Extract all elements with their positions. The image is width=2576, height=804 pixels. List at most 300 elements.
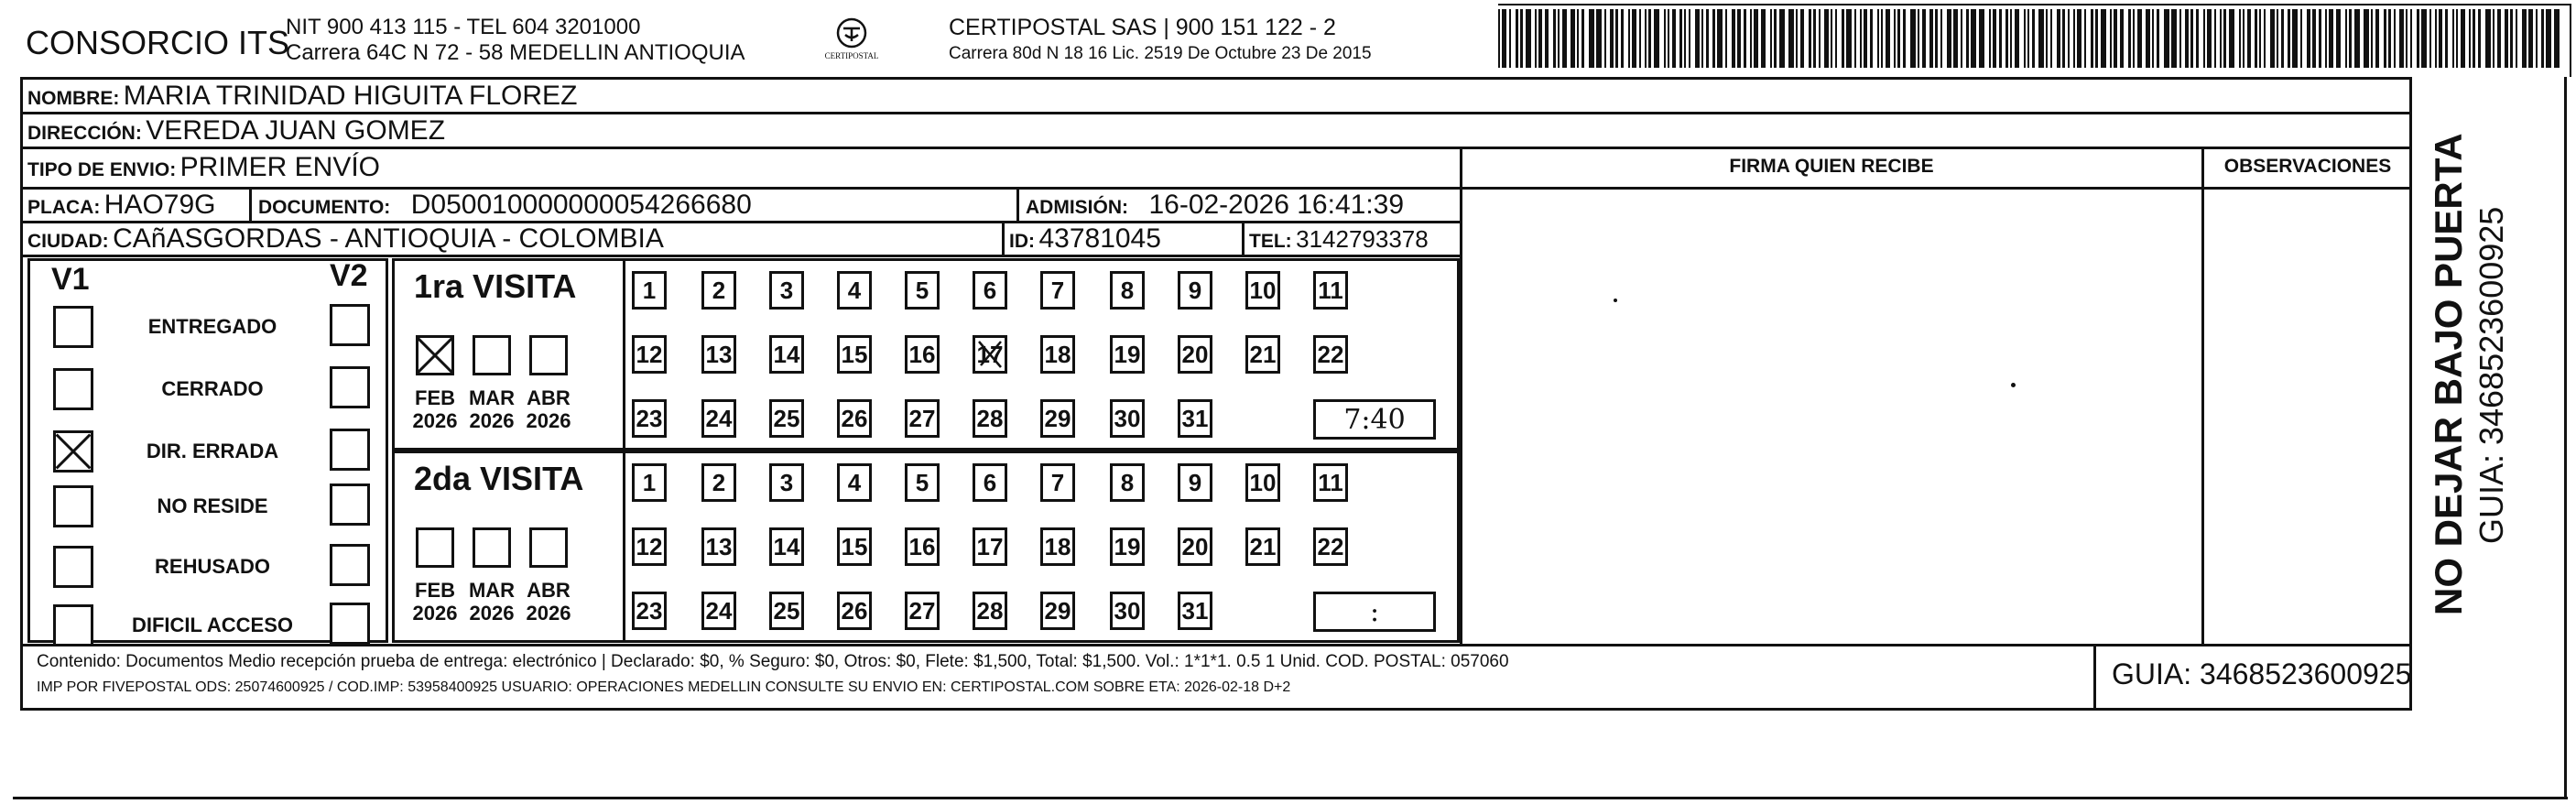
v1-checkbox[interactable] bbox=[53, 546, 93, 588]
day-box[interactable]: 10 bbox=[1245, 463, 1280, 502]
day-box[interactable]: 24 bbox=[701, 592, 736, 630]
barcode-bar bbox=[1774, 9, 1777, 68]
barcode-bar bbox=[2319, 9, 2321, 68]
barcode-bar bbox=[1881, 9, 1883, 68]
day-box[interactable]: 5 bbox=[905, 271, 940, 310]
barcode-bar bbox=[1596, 9, 1602, 68]
barcode-bar bbox=[1725, 9, 1727, 68]
barcode-bar bbox=[2312, 9, 2316, 68]
barcode-bar bbox=[2461, 9, 2465, 68]
month-label bbox=[460, 386, 524, 432]
day-box[interactable]: 20 bbox=[1178, 335, 1212, 374]
v2-checkbox[interactable] bbox=[330, 544, 370, 586]
month-year: 2026 bbox=[526, 409, 571, 432]
barcode-bar bbox=[2010, 9, 2012, 68]
month-checkbox[interactable] bbox=[473, 335, 511, 375]
barcode-bar bbox=[2196, 9, 2199, 68]
visit-title: 2da VISITA bbox=[414, 460, 584, 497]
barcode-bar bbox=[1864, 9, 1867, 68]
barcode-bar bbox=[2084, 9, 2086, 68]
status-label: CERRADO bbox=[161, 377, 264, 400]
v2-checkbox[interactable] bbox=[330, 603, 370, 645]
barcode-bar bbox=[1770, 9, 1772, 68]
day-box[interactable]: 17 bbox=[973, 527, 1007, 566]
barcode-bar bbox=[1668, 9, 1669, 68]
signature-mark bbox=[1614, 299, 1617, 302]
barcode-bar bbox=[2027, 9, 2029, 68]
barcode-bar bbox=[1545, 9, 1549, 68]
barcode-bar bbox=[2146, 9, 2150, 68]
barcode-bar bbox=[2325, 9, 2327, 68]
barcode-bar bbox=[2133, 9, 2135, 68]
day-box[interactable]: 26 bbox=[837, 592, 872, 630]
day-box[interactable]: 21 bbox=[1245, 527, 1280, 566]
month-year: 2026 bbox=[412, 409, 458, 432]
barcode-bar bbox=[1571, 9, 1575, 68]
day-box[interactable]: 4 bbox=[837, 463, 872, 502]
day-box[interactable]: 28 bbox=[973, 592, 1007, 630]
barcode-bar bbox=[2345, 9, 2347, 68]
admision-label: ADMISIÓN: bbox=[1026, 197, 1128, 218]
day-box[interactable]: 10 bbox=[1245, 271, 1280, 310]
barcode-bar bbox=[1796, 9, 1798, 68]
status-label: NO RESIDE bbox=[157, 494, 268, 517]
day-box[interactable]: 19 bbox=[1110, 527, 1145, 566]
day-box[interactable]: 7 bbox=[1040, 271, 1075, 310]
barcode-bar bbox=[2522, 9, 2527, 68]
cross-mark-icon bbox=[975, 338, 1005, 371]
barcode-bar bbox=[1516, 9, 1518, 68]
id-label: ID: bbox=[1009, 231, 1035, 252]
day-box[interactable]: 15 bbox=[837, 335, 872, 374]
barcode-bar bbox=[2120, 9, 2124, 68]
barcode-bar bbox=[1679, 9, 1682, 68]
barcode-bar bbox=[2439, 9, 2442, 68]
barcode-bar bbox=[1754, 9, 1758, 68]
month-year: 2026 bbox=[412, 602, 458, 625]
barcode-bar bbox=[2497, 9, 2501, 68]
barcode-bar bbox=[1589, 9, 1594, 68]
barcode-bar bbox=[2469, 9, 2471, 68]
barcode-bar bbox=[1886, 9, 1890, 68]
barcode-bar bbox=[1779, 9, 1785, 68]
barcode-bar bbox=[2399, 9, 2404, 68]
barcode-bar bbox=[2536, 9, 2538, 68]
month-name: FEB bbox=[415, 386, 455, 409]
signature-mark bbox=[2011, 383, 2016, 387]
id-value: 43781045 bbox=[1038, 223, 1161, 254]
day-box[interactable]: 14 bbox=[769, 527, 804, 566]
v2-checkbox[interactable] bbox=[330, 483, 370, 526]
day-box[interactable]: 24 bbox=[701, 399, 736, 438]
barcode-bar bbox=[1989, 9, 1991, 68]
month-checkbox[interactable] bbox=[473, 527, 511, 568]
tipo-label: TIPO DE ENVIO: bbox=[27, 159, 177, 180]
barcode-bar bbox=[1961, 9, 1962, 68]
ciudad-row bbox=[27, 223, 664, 255]
barcode-bar bbox=[1621, 9, 1624, 68]
month-name: MAR bbox=[468, 579, 516, 602]
day-box[interactable]: 8 bbox=[1110, 463, 1145, 502]
barcode-bar bbox=[1577, 9, 1579, 68]
placa-value: HAO79G bbox=[103, 190, 216, 220]
month-name: ABR bbox=[527, 579, 571, 602]
month-label bbox=[403, 579, 467, 625]
barcode-bar bbox=[2429, 9, 2431, 68]
day-box[interactable]: 5 bbox=[905, 463, 940, 502]
v1-checkbox[interactable] bbox=[53, 485, 93, 527]
month-checkbox[interactable] bbox=[529, 335, 568, 375]
barcode bbox=[1498, 9, 2566, 68]
tipo-value: PRIMER ENVÍO bbox=[179, 152, 381, 182]
courier-name: CERTIPOSTAL SAS | 900 151 122 - 2 bbox=[949, 15, 1336, 40]
month-name: MAR bbox=[468, 386, 516, 409]
contenido-text: Contenido: Documentos Medio recepción prueba de entrega: electrónico | Declarado: $0, % Seguro: $0, Otros: $0, Flete: $1,500, Total: $1,500. Vol.: 1*1*1. 0.5 1 Unid. COD. POSTAL: 057060 bbox=[37, 652, 1509, 671]
barcode-bar bbox=[2032, 9, 2035, 68]
barcode-bar bbox=[2179, 9, 2181, 68]
direccion-row bbox=[27, 115, 445, 147]
barcode-bar bbox=[2015, 9, 2019, 68]
month-label bbox=[460, 579, 524, 625]
day-box[interactable]: 2 bbox=[701, 463, 736, 502]
barcode-bar bbox=[1877, 9, 1879, 68]
day-box[interactable]: 22 bbox=[1313, 527, 1348, 566]
company-name: CONSORCIO ITS bbox=[26, 24, 290, 61]
barcode-bar bbox=[2292, 9, 2298, 68]
status-label: DIFICIL ACCESO bbox=[131, 614, 293, 636]
tel-row bbox=[1249, 225, 1429, 254]
day-box[interactable]: 13 bbox=[701, 335, 736, 374]
barcode-bar bbox=[2307, 9, 2310, 68]
nombre-label: NOMBRE: bbox=[27, 88, 120, 109]
status-label: DIR. ERRADA bbox=[146, 440, 279, 462]
barcode-bar bbox=[2478, 9, 2481, 68]
day-box[interactable]: 18 bbox=[1040, 335, 1075, 374]
month-year: 2026 bbox=[526, 602, 571, 625]
barcode-bar bbox=[1999, 9, 2002, 68]
barcode-bar bbox=[2185, 9, 2189, 68]
barcode-bar bbox=[1918, 9, 1919, 68]
barcode-bar bbox=[1819, 9, 1821, 68]
barcode-bar bbox=[2300, 9, 2302, 68]
barcode-bar bbox=[2493, 9, 2494, 68]
barcode-bar bbox=[1701, 9, 1703, 68]
day-box[interactable]: 26 bbox=[837, 399, 872, 438]
day-box[interactable]: 7 bbox=[1040, 463, 1075, 502]
barcode-bar bbox=[2101, 9, 2106, 68]
placa-label: PLACA: bbox=[27, 197, 101, 218]
day-box[interactable]: 23 bbox=[632, 592, 667, 630]
barcode-bar bbox=[2050, 9, 2052, 68]
barcode-bar bbox=[1684, 9, 1686, 68]
barcode-bar bbox=[2270, 9, 2275, 68]
barcode-bar bbox=[1498, 9, 1500, 68]
barcode-bar bbox=[2024, 9, 2026, 68]
day-box[interactable]: 31 bbox=[1178, 399, 1212, 438]
day-box[interactable]: 27 bbox=[905, 399, 940, 438]
barcode-bar bbox=[1604, 9, 1606, 68]
side-guia: GUIA: 3468523600925 bbox=[2473, 206, 2510, 544]
barcode-bar bbox=[2091, 9, 2093, 68]
admision-value: 16-02-2026 16:41:39 bbox=[1148, 190, 1405, 220]
day-box[interactable]: 12 bbox=[632, 527, 667, 566]
barcode-bar bbox=[1695, 9, 1700, 68]
documento-label: DOCUMENTO: bbox=[258, 197, 391, 218]
barcode-bar bbox=[2421, 9, 2427, 68]
guia-footer: GUIA: 3468523600925 bbox=[2112, 657, 2412, 690]
time-box[interactable]: 7:40 bbox=[1313, 399, 1436, 440]
v1-label: V1 bbox=[51, 262, 90, 297]
barcode-bar bbox=[1846, 9, 1852, 68]
day-box[interactable]: 11 bbox=[1313, 271, 1348, 310]
barcode-bar bbox=[1813, 9, 1816, 68]
barcode-bar bbox=[2229, 9, 2234, 68]
barcode-bar bbox=[1717, 9, 1723, 68]
day-box[interactable]: 6 bbox=[973, 271, 1007, 310]
day-box[interactable]: 28 bbox=[973, 399, 1007, 438]
barcode-bar bbox=[1520, 9, 1523, 68]
day-box[interactable]: 3 bbox=[769, 271, 804, 310]
day-box[interactable]: 16 bbox=[905, 335, 940, 374]
certipostal-logo bbox=[824, 16, 879, 66]
v2-checkbox[interactable] bbox=[330, 304, 370, 346]
placa-row bbox=[27, 190, 216, 221]
barcode-bar bbox=[2164, 9, 2169, 68]
barcode-bar bbox=[1940, 9, 1942, 68]
barcode-bar bbox=[2073, 9, 2075, 68]
barcode-bar bbox=[2541, 9, 2544, 68]
day-box[interactable]: 29 bbox=[1040, 592, 1075, 630]
month-year: 2026 bbox=[469, 602, 515, 625]
barcode-bar bbox=[2220, 9, 2222, 68]
day-box[interactable]: 12 bbox=[632, 335, 667, 374]
barcode-bar bbox=[1562, 9, 1567, 68]
barcode-bar bbox=[2239, 9, 2241, 68]
barcode-bar bbox=[2417, 9, 2419, 68]
barcode-bar bbox=[2255, 9, 2257, 68]
documento-row bbox=[258, 190, 752, 221]
tipo-row bbox=[27, 152, 380, 183]
barcode-bar bbox=[2203, 9, 2205, 68]
barcode-bar bbox=[1615, 9, 1618, 68]
barcode-bar bbox=[1610, 9, 1614, 68]
barcode-bar bbox=[2062, 9, 2065, 68]
barcode-bar bbox=[2157, 9, 2159, 68]
barcode-bar bbox=[1897, 9, 1900, 68]
barcode-bar bbox=[2068, 9, 2070, 68]
day-box[interactable]: 2 bbox=[701, 271, 736, 310]
ciudad-value: CAñASGORDAS - ANTIOQUIA - COLOMBIA bbox=[113, 223, 664, 254]
barcode-bar bbox=[1628, 9, 1630, 68]
barcode-bar bbox=[2554, 9, 2560, 68]
v1-checkbox[interactable] bbox=[53, 430, 93, 473]
barcode-bar bbox=[1706, 9, 1709, 68]
day-box[interactable]: 30 bbox=[1110, 592, 1145, 630]
barcode-bar bbox=[1744, 9, 1746, 68]
imp-text: IMP POR FIVEPOSTAL ODS: 25074600925 / COD.IMP: 53958400925 USUARIO: OPERACIONES MEDELLIN CONSULTE SU ENVIO EN: CERTIPOSTAL.COM SOBRE ETA: 2026-02-18 D+2 bbox=[37, 679, 1291, 695]
barcode-bar bbox=[2384, 9, 2386, 68]
admision-row bbox=[1026, 190, 1404, 221]
barcode-bar bbox=[2473, 9, 2475, 68]
barcode-bar bbox=[2364, 9, 2369, 68]
day-box[interactable]: 9 bbox=[1178, 463, 1212, 502]
barcode-bar bbox=[2371, 9, 2373, 68]
barcode-bar bbox=[2095, 9, 2098, 68]
v1-checkbox[interactable] bbox=[53, 368, 93, 410]
day-box[interactable]: 18 bbox=[1040, 527, 1075, 566]
barcode-bar bbox=[2277, 9, 2278, 68]
barcode-bar bbox=[1993, 9, 1996, 68]
documento-value: D050010000000054266680 bbox=[410, 190, 752, 220]
barcode-bar bbox=[2354, 9, 2360, 68]
month-label bbox=[516, 386, 581, 432]
day-box[interactable]: 14 bbox=[769, 335, 804, 374]
barcode-bar bbox=[1860, 9, 1862, 68]
company-nit: NIT 900 413 115 - TEL 604 3201000 bbox=[286, 15, 641, 39]
barcode-bar bbox=[1910, 9, 1916, 68]
day-box[interactable]: 30 bbox=[1110, 399, 1145, 438]
barcode-bar bbox=[2214, 9, 2216, 68]
barcode-bar bbox=[1509, 9, 1511, 68]
barcode-bar bbox=[1750, 9, 1752, 68]
day-box[interactable]: 31 bbox=[1178, 592, 1212, 630]
month-checkbox[interactable] bbox=[416, 527, 454, 568]
status-label: ENTREGADO bbox=[147, 315, 277, 338]
day-box[interactable]: 25 bbox=[769, 592, 804, 630]
time-box[interactable]: : bbox=[1313, 592, 1436, 632]
day-box[interactable]: 22 bbox=[1313, 335, 1348, 374]
day-box[interactable]: 1 bbox=[632, 271, 667, 310]
day-box[interactable]: 25 bbox=[769, 399, 804, 438]
day-box[interactable]: 27 bbox=[905, 592, 940, 630]
barcode-bar bbox=[2375, 9, 2379, 68]
barcode-bar bbox=[1558, 9, 1560, 68]
month-name: FEB bbox=[415, 579, 455, 602]
courier-address: Carrera 80d N 18 16 Lic. 2519 De Octubre 23 De 2015 bbox=[949, 44, 1372, 63]
barcode-bar bbox=[1935, 9, 1938, 68]
nombre-row bbox=[27, 81, 577, 112]
barcode-bar bbox=[1903, 9, 1906, 68]
barcode-bar bbox=[1689, 9, 1690, 68]
barcode-bar bbox=[1535, 9, 1537, 68]
barcode-bar bbox=[2435, 9, 2437, 68]
v2-checkbox[interactable] bbox=[330, 429, 370, 471]
month-year: 2026 bbox=[469, 409, 515, 432]
day-box[interactable]: 1 bbox=[632, 463, 667, 502]
month-checkbox[interactable] bbox=[416, 335, 454, 375]
company-address: Carrera 64C N 72 - 58 MEDELLIN ANTIOQUIA bbox=[286, 40, 745, 65]
barcode-bar bbox=[1929, 9, 1933, 68]
day-box[interactable]: 16 bbox=[905, 527, 940, 566]
barcode-bar bbox=[2046, 9, 2048, 68]
barcode-bar bbox=[1672, 9, 1676, 68]
day-box[interactable]: 29 bbox=[1040, 399, 1075, 438]
barcode-bar bbox=[1732, 9, 1735, 68]
barcode-bar bbox=[2394, 9, 2396, 68]
barcode-bar bbox=[1835, 9, 1837, 68]
barcode-bar bbox=[2485, 9, 2491, 68]
barcode-bar bbox=[1870, 9, 1873, 68]
barcode-bar bbox=[2452, 9, 2454, 68]
v1-checkbox[interactable] bbox=[53, 604, 93, 646]
day-box[interactable]: 23 bbox=[632, 399, 667, 438]
barcode-bar bbox=[2128, 9, 2131, 68]
direccion-label: DIRECCIÓN: bbox=[27, 123, 142, 144]
barcode-bar bbox=[1788, 9, 1794, 68]
barcode-bar bbox=[2259, 9, 2261, 68]
month-checkbox[interactable] bbox=[529, 527, 568, 568]
barcode-bar bbox=[1538, 9, 1542, 68]
barcode-bar bbox=[1502, 9, 1506, 68]
visit-title: 1ra VISITA bbox=[414, 267, 577, 305]
side-warning: NO DEJAR BAJO PUERTA bbox=[2427, 133, 2470, 615]
barcode-bar bbox=[1581, 9, 1584, 68]
day-box[interactable] bbox=[973, 335, 1007, 374]
barcode-bar bbox=[1737, 9, 1741, 68]
day-box[interactable]: 20 bbox=[1178, 527, 1212, 566]
direccion-value: VEREDA JUAN GOMEZ bbox=[146, 115, 446, 146]
v1-checkbox[interactable] bbox=[53, 306, 93, 348]
barcode-bar bbox=[1645, 9, 1647, 68]
barcode-bar bbox=[2288, 9, 2290, 68]
barcode-bar bbox=[1664, 9, 1666, 68]
day-box[interactable]: 13 bbox=[701, 527, 736, 566]
barcode-bar bbox=[2137, 9, 2142, 68]
barcode-bar bbox=[1824, 9, 1829, 68]
barcode-bar bbox=[2349, 9, 2352, 68]
barcode-bar bbox=[2336, 9, 2341, 68]
logo-text: CERTIPOSTAL bbox=[824, 51, 879, 60]
day-box[interactable]: 3 bbox=[769, 463, 804, 502]
barcode-bar bbox=[1526, 9, 1531, 68]
day-box[interactable]: 21 bbox=[1245, 335, 1280, 374]
tel-label: TEL: bbox=[1249, 231, 1292, 252]
barcode-bar bbox=[1953, 9, 1958, 68]
day-box[interactable]: 9 bbox=[1178, 271, 1212, 310]
barcode-bar bbox=[2516, 9, 2517, 68]
barcode-bar bbox=[1800, 9, 1804, 68]
day-box[interactable]: 11 bbox=[1313, 463, 1348, 502]
barcode-bar bbox=[2445, 9, 2448, 68]
barcode-bar bbox=[1922, 9, 1926, 68]
barcode-bar bbox=[1947, 9, 1951, 68]
barcode-bar bbox=[1553, 9, 1556, 68]
tel-value: 3142793378 bbox=[1296, 225, 1429, 253]
barcode-bar bbox=[1894, 9, 1896, 68]
day-box[interactable]: 19 bbox=[1110, 335, 1145, 374]
barcode-bar bbox=[1966, 9, 1969, 68]
day-number: 17 bbox=[976, 340, 1004, 368]
day-box[interactable]: 8 bbox=[1110, 271, 1145, 310]
observaciones-label: OBSERVACIONES bbox=[2223, 156, 2392, 177]
id-row bbox=[1009, 223, 1161, 255]
v2-checkbox[interactable] bbox=[330, 366, 370, 408]
barcode-bar bbox=[2077, 9, 2081, 68]
day-box[interactable]: 6 bbox=[973, 463, 1007, 502]
barcode-bar bbox=[1654, 9, 1659, 68]
day-box[interactable]: 4 bbox=[837, 271, 872, 310]
barcode-bar bbox=[2329, 9, 2333, 68]
barcode-bar bbox=[1639, 9, 1641, 68]
barcode-bar bbox=[2110, 9, 2112, 68]
barcode-bar bbox=[1831, 9, 1832, 68]
day-box[interactable]: 15 bbox=[837, 527, 872, 566]
barcode-bar bbox=[2264, 9, 2266, 68]
barcode-bar bbox=[2207, 9, 2212, 68]
barcode-bar bbox=[1761, 9, 1766, 68]
barcode-bar bbox=[1842, 9, 1844, 68]
barcode-bar bbox=[1809, 9, 1811, 68]
